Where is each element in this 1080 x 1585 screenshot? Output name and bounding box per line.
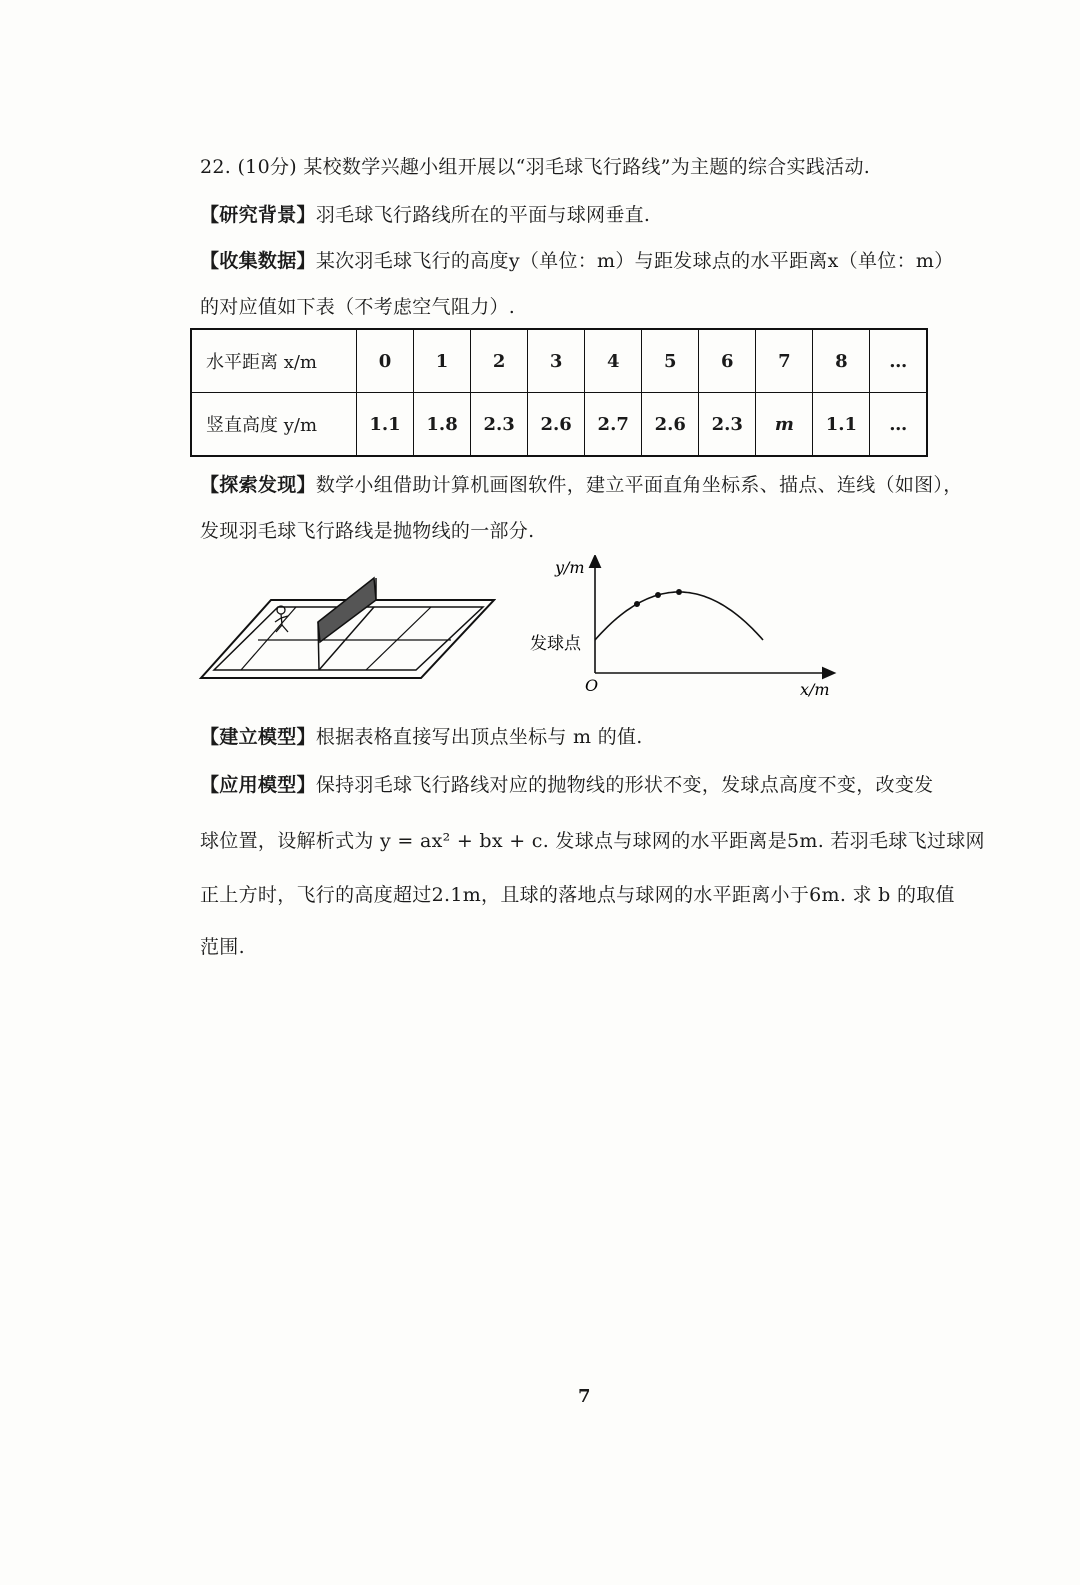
table-cell: 1 [414,329,471,393]
table-cell: 1.1 [357,393,414,457]
collect-text-2: 的对应值如下表（不考虑空气阻力）. [200,296,516,318]
serve-point-label: 发球点 [530,634,581,654]
collect-text-1: 某次羽毛球飞行的高度y（单位：m）与距发球点的水平距离x（单位：m） [315,250,954,272]
apply-line-3 [200,880,955,907]
problem-number: 22. [200,156,232,178]
apply-label: 【应用模型】 [200,774,316,796]
apply-line-2 [200,826,985,853]
page-number: 7 [578,1386,591,1407]
background-label: 【研究背景】 [200,204,316,226]
table-cell: 7 [756,329,813,393]
parabola-curve [595,592,763,640]
table-cell: 0 [357,329,414,393]
background-line [200,200,650,227]
background-text: 羽毛球飞行路线所在的平面与球网垂直. [315,204,651,226]
apply-text-4: 范围. [200,936,245,958]
apply-text-1: 保持羽毛球飞行路线对应的抛物线的形状不变，发球点高度不变，改变发 [315,774,934,796]
table-cell: 2 [471,329,528,393]
table-cell: 2.6 [642,393,699,457]
apply-text-3: 正上方时，飞行的高度超过2.1m，且球的落地点与球网的水平距离小于6m. 求 b 的取值 [200,884,955,906]
apply-line-4 [200,932,245,959]
table-row-x [191,329,927,393]
row-header-y: 竖直高度 y/m [191,393,357,457]
table-cell: 2.3 [699,393,756,457]
x-axis-label: x/m [800,680,830,699]
problem-intro-line [200,152,870,179]
data-point [655,592,661,598]
collect-line-1 [200,246,954,273]
model-line [200,722,643,749]
table-cell: … [870,329,927,393]
y-axis-label: y/m [555,558,585,577]
problem-intro: 某校数学兴趣小组开展以“羽毛球飞行路线”为主题的综合实践活动. [303,156,871,178]
explore-line-1 [200,470,963,497]
data-point [676,589,682,595]
badminton-court-illustration [196,570,496,682]
apply-text-2: 球位置，设解析式为 y = ax² + bx + c. 发球点与球网的水平距离是5m. 若羽毛球飞过球网 [200,830,985,852]
explore-text-1: 数学小组借助计算机画图软件，建立平面直角坐标系、描点、连线（如图）， [315,474,963,496]
data-table [190,328,928,457]
explore-line-2 [200,516,534,543]
table-cell: 4 [585,329,642,393]
model-text: 根据表格直接写出顶点坐标与 m 的值. [315,726,643,748]
table-cell-m: m [756,393,813,457]
explore-text-2: 发现羽毛球飞行路线是抛物线的一部分. [200,520,535,542]
table-cell: 1.1 [813,393,870,457]
table-cell: 1.8 [414,393,471,457]
table-cell: 5 [642,329,699,393]
data-point [634,601,640,607]
table-cell: 2.7 [585,393,642,457]
parabola-graph [525,555,845,705]
explore-label: 【探索发现】 [200,474,316,496]
table-cell: 8 [813,329,870,393]
row-header-x: 水平距离 x/m [191,329,357,393]
table-cell: … [870,393,927,457]
model-label: 【建立模型】 [200,726,316,748]
collect-line-2 [200,292,515,319]
table-cell: 2.3 [471,393,528,457]
collect-label: 【收集数据】 [200,250,316,272]
problem-score: (10分) [237,156,297,178]
apply-line-1 [200,770,933,797]
origin-label: O [585,676,599,695]
table-cell: 3 [528,329,585,393]
table-cell: 2.6 [528,393,585,457]
table-row-y [191,393,927,457]
table-cell: 6 [699,329,756,393]
